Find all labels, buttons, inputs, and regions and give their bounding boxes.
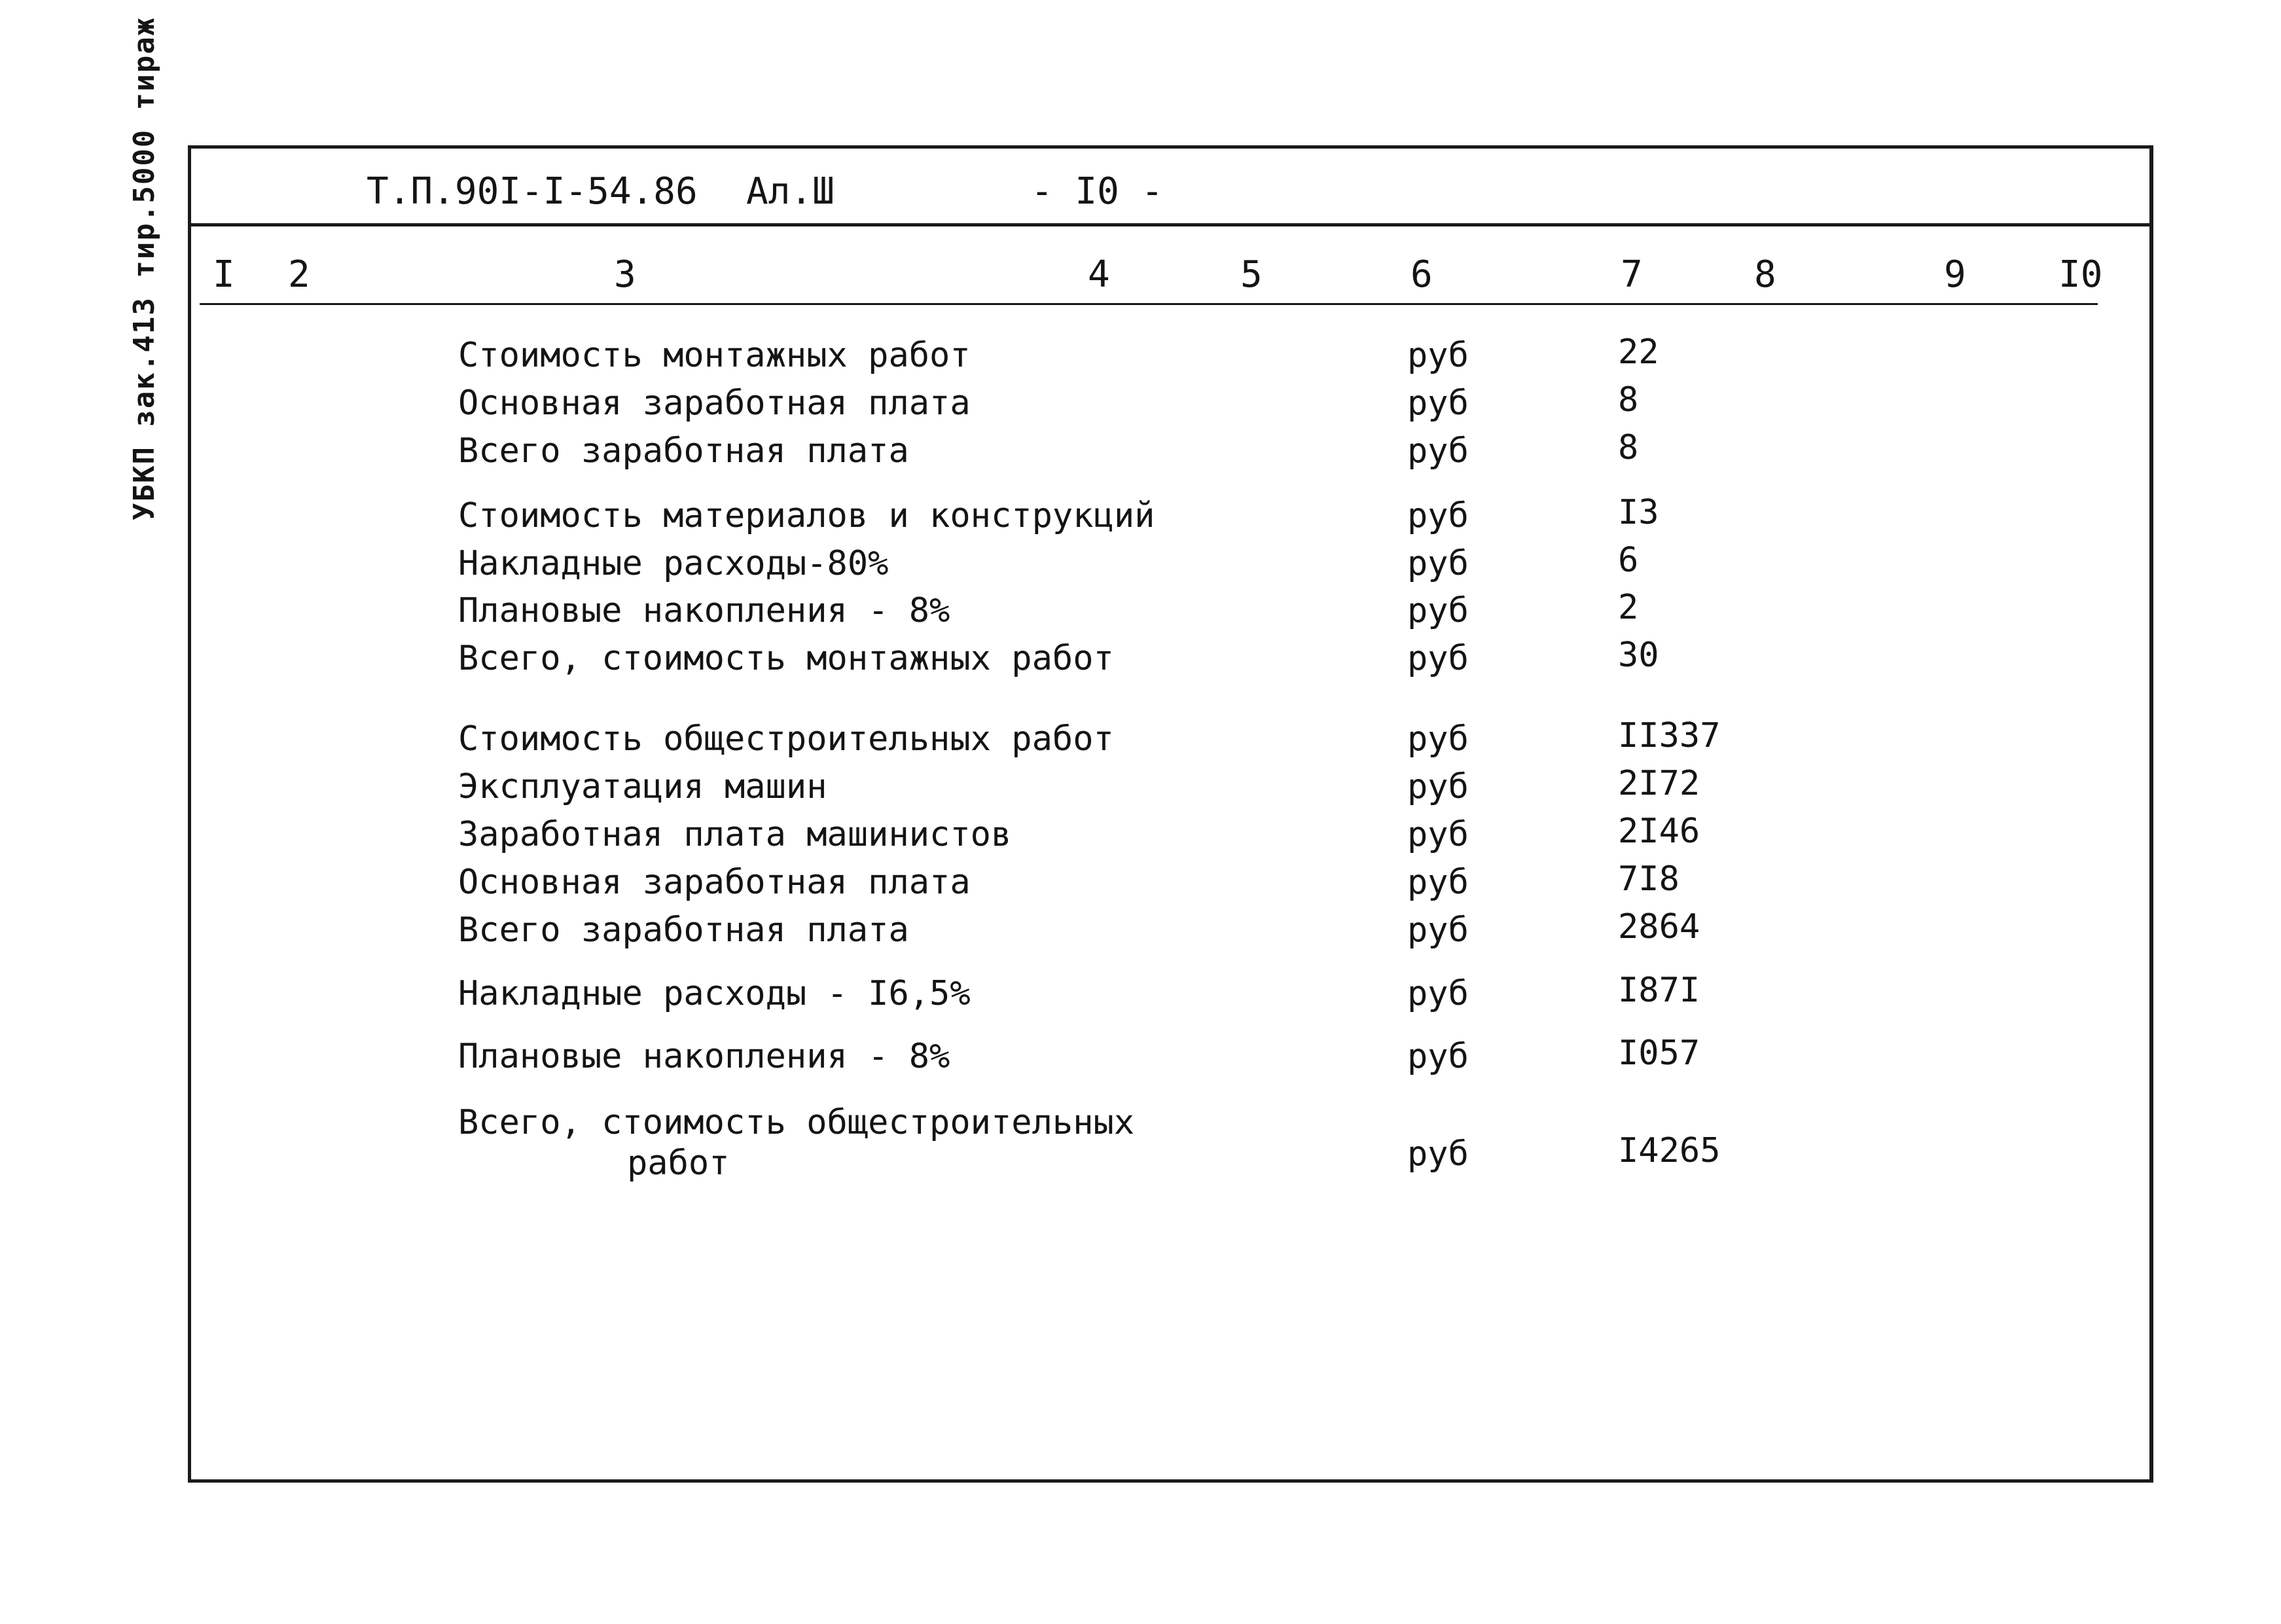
- row-unit: руб: [1407, 591, 1469, 630]
- row-value: 2864: [1618, 907, 1700, 947]
- row-label: Всего, стоимость монтажных работ: [458, 639, 1114, 678]
- row-label: Накладные расходы - I6,5%: [458, 974, 971, 1013]
- print-stamp: УБКП зак.413 тир.5000 тираж: [128, 16, 161, 520]
- column-number-1: I: [213, 253, 235, 296]
- row-unit: руб: [1407, 1134, 1469, 1174]
- column-number-7: 7: [1621, 253, 1643, 296]
- row-label-line: Всего, стоимость общестроительных: [458, 1103, 1135, 1142]
- row-label: Заработная плата машинистов: [458, 815, 1012, 854]
- row-unit: руб: [1407, 639, 1469, 678]
- row-value: I3: [1618, 493, 1659, 532]
- row-unit: руб: [1407, 384, 1469, 423]
- row-label: Стоимость монтажных работ: [458, 336, 971, 375]
- title-divider: [188, 223, 2153, 226]
- row-value: 22: [1618, 333, 1659, 372]
- row-value: 2: [1618, 588, 1639, 627]
- row-label: Стоимость материалов и конструкций: [458, 496, 1155, 535]
- row-label-line: работ: [627, 1144, 730, 1183]
- column-number-9: 9: [1944, 253, 1966, 296]
- column-number-8: 8: [1754, 253, 1776, 296]
- row-value: 7I8: [1618, 859, 1679, 899]
- row-label: Всего заработная плата: [458, 431, 909, 471]
- row-label: Эксплуатация машин: [458, 767, 827, 806]
- row-value: I057: [1618, 1034, 1700, 1073]
- album-number: Ал.Ш: [746, 170, 835, 213]
- row-label: Основная заработная плата: [458, 384, 971, 423]
- column-number-4: 4: [1088, 253, 1110, 296]
- column-number-3: 3: [614, 253, 636, 296]
- column-number-2: 2: [288, 253, 310, 296]
- row-value: 8: [1618, 428, 1639, 467]
- column-number-6: 6: [1410, 253, 1433, 296]
- row-unit: руб: [1407, 974, 1469, 1013]
- row-label: Стоимость общестроительных работ: [458, 719, 1114, 759]
- row-value: I4265: [1618, 1131, 1721, 1170]
- row-unit: руб: [1407, 544, 1469, 583]
- row-unit: руб: [1407, 911, 1469, 950]
- row-unit: руб: [1407, 767, 1469, 806]
- column-header-rule: [200, 303, 2098, 305]
- row-label: Накладные расходы-80%: [458, 544, 889, 583]
- row-label: Основная заработная плата: [458, 863, 971, 902]
- row-label: Всего заработная плата: [458, 911, 909, 950]
- document-code: Т.П.90I-I-54.86: [367, 170, 698, 213]
- row-value: I87I: [1618, 971, 1700, 1010]
- row-label: [458, 1102, 1134, 1183]
- row-value: 2I72: [1618, 764, 1700, 803]
- row-value: II337: [1618, 716, 1721, 755]
- row-unit: руб: [1407, 431, 1469, 471]
- row-label: Плановые накопления - 8%: [458, 1037, 950, 1076]
- row-value: 6: [1618, 541, 1639, 580]
- page-number: - I0 -: [1031, 170, 1164, 213]
- row-unit: руб: [1407, 336, 1469, 375]
- row-value: 2I46: [1618, 812, 1700, 851]
- row-unit: руб: [1407, 719, 1469, 759]
- row-unit: руб: [1407, 1037, 1469, 1076]
- row-unit: руб: [1407, 815, 1469, 854]
- row-unit: руб: [1407, 863, 1469, 902]
- row-value: 8: [1618, 380, 1639, 420]
- row-value: 30: [1618, 636, 1659, 675]
- row-unit: руб: [1407, 496, 1469, 535]
- row-label: Плановые накопления - 8%: [458, 591, 950, 630]
- column-number-10: I0: [2058, 253, 2103, 296]
- column-number-5: 5: [1240, 253, 1263, 296]
